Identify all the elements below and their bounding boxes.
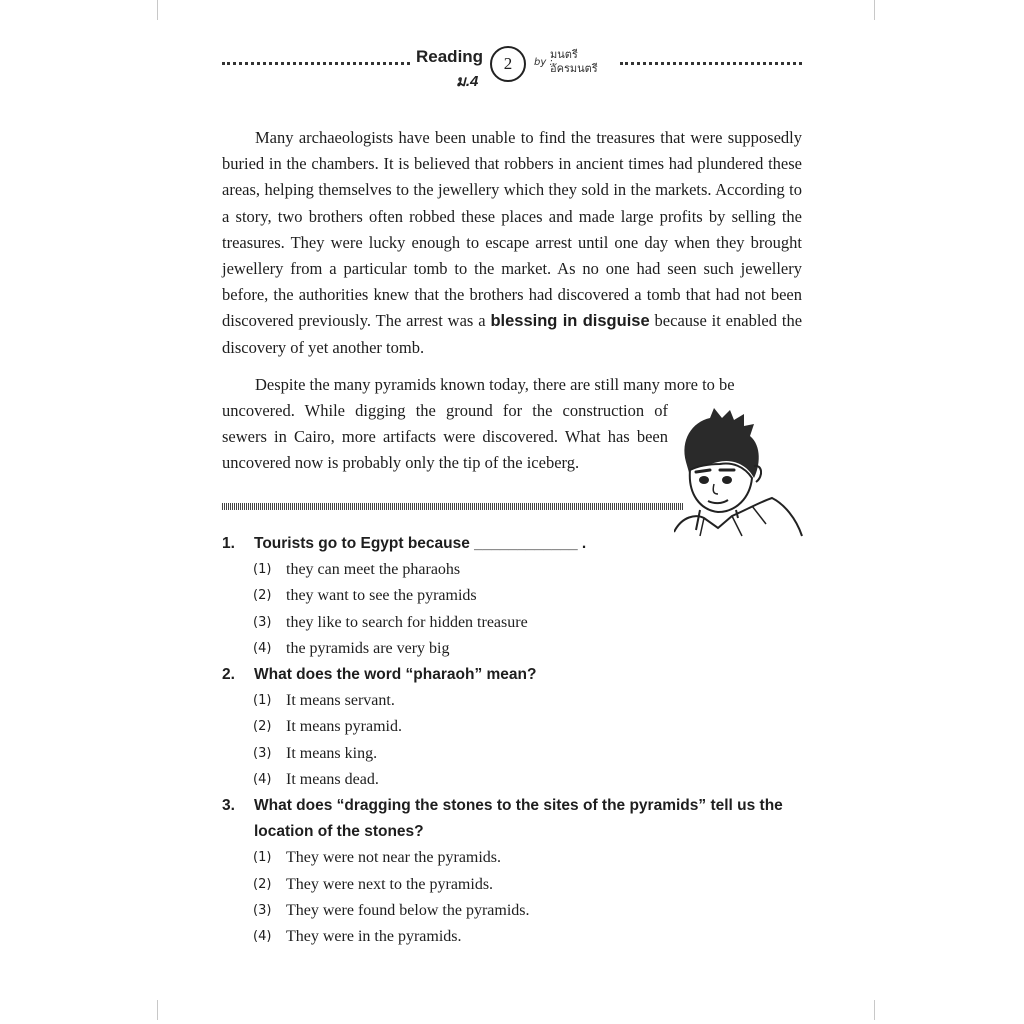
author-name-line2: อัครมนตรี: [550, 62, 598, 75]
option-number: (1): [253, 850, 272, 866]
header-title: Reading: [416, 47, 484, 66]
header-dotted-rule-left: [222, 62, 410, 65]
crop-mark-top-right: [874, 0, 875, 20]
answer-option: [222, 741, 812, 767]
option-text: they can meet the pharaohs: [286, 561, 461, 579]
answer-option: [222, 845, 812, 871]
answer-option: [222, 583, 812, 609]
answer-option: [222, 898, 812, 924]
question-stem: What does “dragging the stones to the sites of the pyramids” tell us the location of the stones?: [254, 797, 783, 841]
option-number: (4): [253, 929, 272, 945]
option-number: (3): [253, 614, 272, 630]
section-divider: [222, 503, 684, 510]
author-name-line1: มนตรี: [550, 48, 578, 61]
option-text: they want to see the pyramids: [286, 587, 477, 605]
question-number: 2.: [222, 666, 235, 684]
p1-tail: because it enabled the discovery of yet another tomb.: [222, 311, 803, 357]
header-level: ม.4: [456, 73, 479, 90]
question-stem: What does the word “pharaoh” mean?: [254, 666, 537, 684]
p1-bold-phrase: blessing in disguise: [490, 312, 650, 331]
page-header: [222, 42, 802, 94]
option-number: (4): [253, 640, 272, 656]
option-text: They were in the pyramids.: [286, 928, 462, 946]
answer-option: [222, 872, 812, 898]
answer-option: [222, 610, 812, 636]
crop-mark-bottom-right: [874, 1000, 875, 1020]
option-text: It means dead.: [286, 770, 379, 788]
question-text: [222, 662, 812, 688]
option-text: the pyramids are very big: [286, 639, 450, 657]
passage-paragraph-1: [222, 125, 802, 361]
option-text: they like to search for hidden treasure: [286, 613, 528, 631]
header-dotted-rule-right: [620, 62, 802, 65]
option-text: They were not near the pyramids.: [286, 849, 502, 867]
question-number: 3.: [222, 797, 235, 815]
option-number: (2): [253, 719, 272, 735]
option-text: They were next to the pyramids.: [286, 875, 494, 893]
question-text: [222, 531, 812, 557]
answer-option: [222, 924, 812, 950]
answer-option: [222, 557, 812, 583]
answer-option: [222, 688, 812, 714]
crop-mark-top-left: [157, 0, 158, 20]
question-2: [222, 662, 812, 793]
question-text: [222, 793, 812, 845]
option-number: (4): [253, 771, 272, 787]
author-name: [550, 48, 598, 76]
p1-lead: Many archaeologists have been unable to find the treasures that were supposedly buried in the chambers. It is believed that robbers in ancient times had plundered these areas, helping themselves to the jewellery which they sold in the markets. According to a story, two brothers often robbed these places and made large profits by selling the treasures. They were lucky enough to escape arrest until one day when they brought jewellery from a particular tomb to the market. As no one had seen such jewellery before, the authorities knew that the brothers had discovered a tomb that had not been discovered previously. The arrest was a: [222, 128, 802, 331]
question-number: 1.: [222, 535, 235, 552]
option-text: It means king.: [286, 744, 378, 762]
passage-paragraph-2-line1: Despite the many pyramids known today, there are still many more to be: [255, 375, 735, 394]
crop-mark-bottom-left: [157, 1000, 158, 1020]
question-3: [222, 793, 812, 950]
option-text: They were found below the pyramids.: [286, 901, 530, 919]
passage-paragraph-2-rest: uncovered. While digging the ground for the construction of sewers in Cairo, more artifacts were discovered. What has been uncovered now is probably only the tip of the iceberg.: [222, 401, 668, 473]
option-number: (1): [253, 562, 272, 578]
page-number: 2: [490, 46, 526, 82]
author-prefix: by :: [534, 57, 553, 68]
questions-section: [222, 531, 812, 950]
question-1: [222, 531, 812, 662]
cartoon-boy-illustration: [674, 406, 806, 538]
option-number: (2): [253, 588, 272, 604]
option-number: (2): [253, 876, 272, 892]
option-text: It means pyramid.: [286, 718, 402, 736]
answer-option: [222, 767, 812, 793]
option-number: (1): [253, 693, 272, 709]
option-number: (3): [253, 745, 272, 761]
option-number: (3): [253, 902, 272, 918]
question-stem: Tourists go to Egypt because ____________ .: [254, 535, 587, 552]
answer-option: [222, 714, 812, 740]
answer-option: [222, 636, 812, 662]
option-text: It means servant.: [286, 692, 395, 710]
